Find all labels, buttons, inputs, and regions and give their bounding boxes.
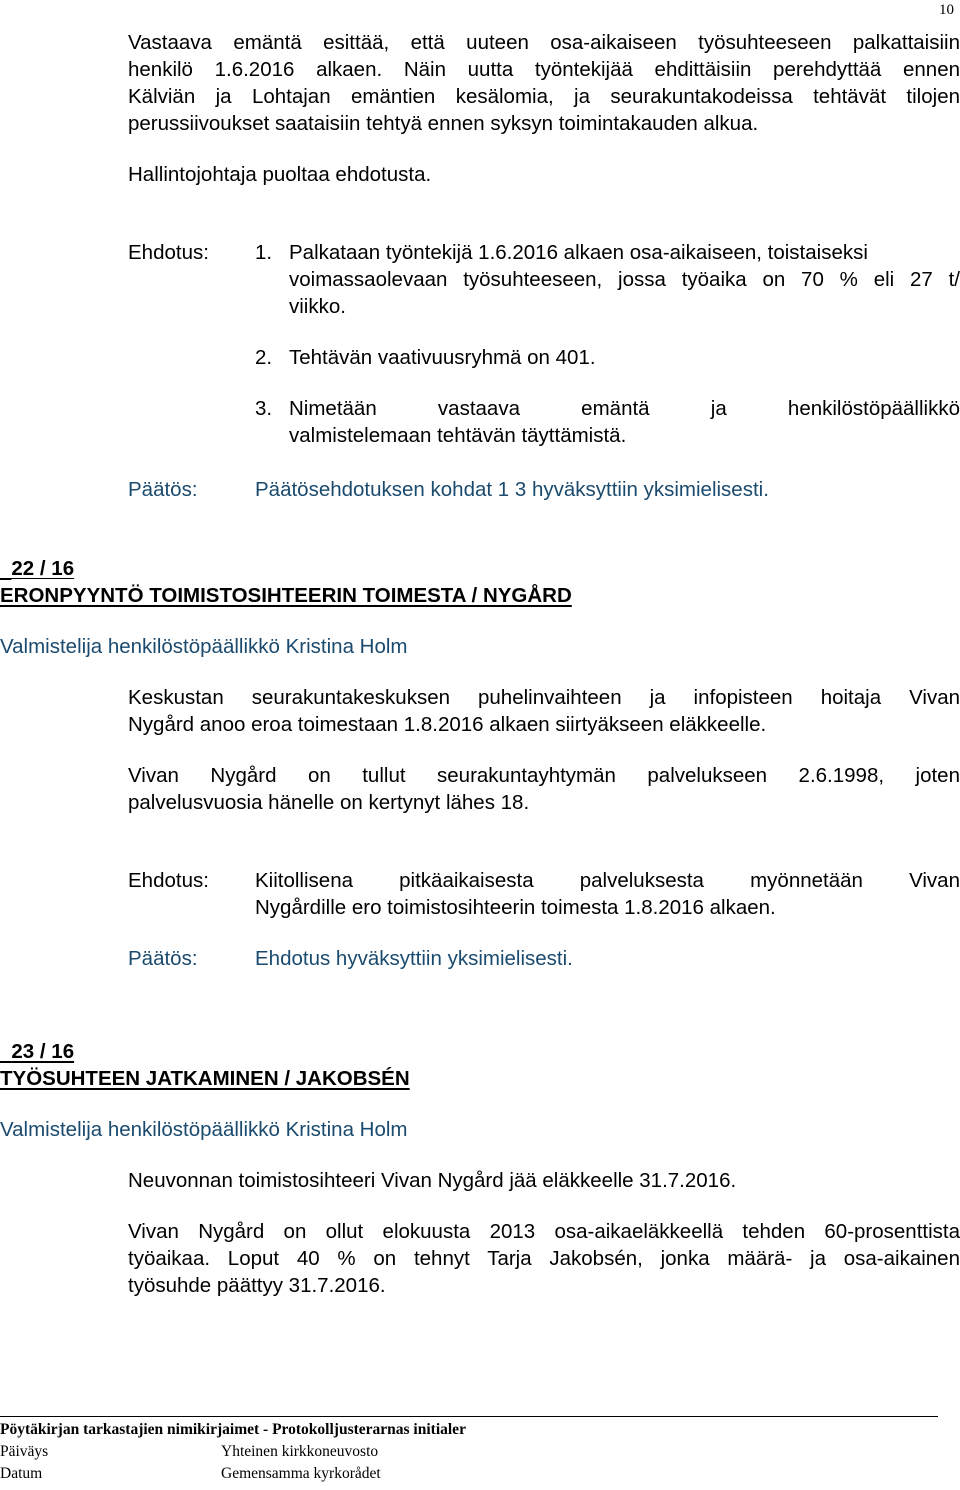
section-22-proposal-line-1: Kiitollisena pitkäaikaisesta palveluksesta myönnetään Vivan xyxy=(255,869,960,892)
decision-text: Päätösehdotuksen kohdat 1 3 hyväksyttiin yksimielisesti. xyxy=(255,478,769,501)
section-23-p2-line-3: työsuhde päättyy 31.7.2016. xyxy=(128,1274,386,1297)
section-22-p1-line-1: Keskustan seurakuntakeskuksen puhelinvaihteen ja infopisteen hoitaja Vivan xyxy=(128,686,960,709)
intro-line-1: Vastaava emäntä esittää, että uuteen osa-aikaiseen työsuhteeseen palkattaisiin xyxy=(128,31,960,54)
footer-date-fi: Päiväys xyxy=(0,1443,49,1460)
proposal-item-3-line-2: valmistelemaan tehtävän täyttämistä. xyxy=(289,424,627,447)
proposal-item-1-line-3: viikko. xyxy=(289,295,346,318)
section-23-p1: Neuvonnan toimistosihteeri Vivan Nygård jää eläkkeelle 31.7.2016. xyxy=(128,1169,737,1192)
section-22-p2-line-1: Vivan Nygård on tullut seurakuntayhtymän palvelukseen 2.6.1998, joten xyxy=(128,764,960,787)
section-22-p1-line-2: Nygård anoo eroa toimestaan 1.8.2016 alkaen siirtyäkseen eläkkeelle. xyxy=(128,713,767,736)
intro-line-2: henkilö 1.6.2016 alkaen. Näin uutta työntekijää ehdittäisiin perehdyttää ennen xyxy=(128,58,960,81)
proposal-item-1-line-2: voimassaolevaan työsuhteeseen, jossa työaika on 70 % eli 27 t/ xyxy=(289,268,960,291)
footer-body-fi: Yhteinen kirkkoneuvosto xyxy=(221,1443,379,1460)
proposal-item-number: 3. xyxy=(255,397,273,420)
page-number: 10 xyxy=(939,2,954,18)
proposal-item-3-line-1: Nimetään vastaava emäntä ja henkilöstöpäällikkö xyxy=(289,397,960,420)
proposal-item-number: 1. xyxy=(255,241,273,264)
footer-signatures-label: Pöytäkirjan tarkastajien nimikirjaimet - Protokolljusterarnas initialer xyxy=(0,1421,466,1438)
proposal-item-2: Tehtävän vaativuusryhmä on 401. xyxy=(289,346,596,369)
signature-line xyxy=(600,1416,938,1417)
decision-label: Päätös: xyxy=(128,947,198,970)
recommendation: Hallintojohtaja puoltaa ehdotusta. xyxy=(128,163,432,186)
section-number-text: 23 / 16 xyxy=(11,1040,75,1063)
section-23-p2-line-2: työaikaa. Loput 40 % on tehnyt Tarja Jakobsén, jonka määrä- ja osa-aikainen xyxy=(128,1247,960,1270)
section-number-text: 22 / 16 xyxy=(11,557,75,580)
preparer: Valmistelija henkilöstöpäällikkö Kristina Holm xyxy=(0,635,408,658)
intro-line-3: Kälviän ja Lohtajan emäntien kesälomia, ja seurakuntakodeissa tehtävät tilojen xyxy=(128,85,960,108)
preparer: Valmistelija henkilöstöpäällikkö Kristina Holm xyxy=(0,1118,408,1141)
section-title: ERONPYYNTÖ TOIMISTOSIHTEERIN TOIMESTA / NYGÅRD xyxy=(0,584,572,607)
intro-line-4: perussiivoukset saataisiin tehtyä ennen syksyn toimintakauden alkua. xyxy=(128,112,759,135)
decision-label: Päätös: xyxy=(128,478,198,501)
proposal-label: Ehdotus: xyxy=(128,869,209,892)
section-23-p2-line-1: Vivan Nygård on ollut elokuusta 2013 osa-aikaeläkkeellä tehden 60-prosenttista xyxy=(128,1220,960,1243)
footer-date-sv: Datum xyxy=(0,1465,43,1482)
proposal-item-number: 2. xyxy=(255,346,273,369)
section-number xyxy=(0,1040,74,1064)
footer-rule xyxy=(0,1416,600,1417)
section-22-p2-line-2: palvelusvuosia hänelle on kertynyt lähes 18. xyxy=(128,791,530,814)
section-number xyxy=(0,557,74,581)
decision-text: Ehdotus hyväksyttiin yksimielisesti. xyxy=(255,947,573,970)
section-title: TYÖSUHTEEN JATKAMINEN / JAKOBSÉN xyxy=(0,1067,410,1090)
section-22-proposal-line-2: Nygårdille ero toimistosihteerin toimesta 1.8.2016 alkaen. xyxy=(255,896,776,919)
proposal-label: Ehdotus: xyxy=(128,241,209,264)
proposal-item-1-line-1: Palkataan työntekijä 1.6.2016 alkaen osa-aikaiseen, toistaiseksi xyxy=(289,241,868,264)
footer-body-sv: Gemensamma kyrkorådet xyxy=(221,1465,381,1482)
